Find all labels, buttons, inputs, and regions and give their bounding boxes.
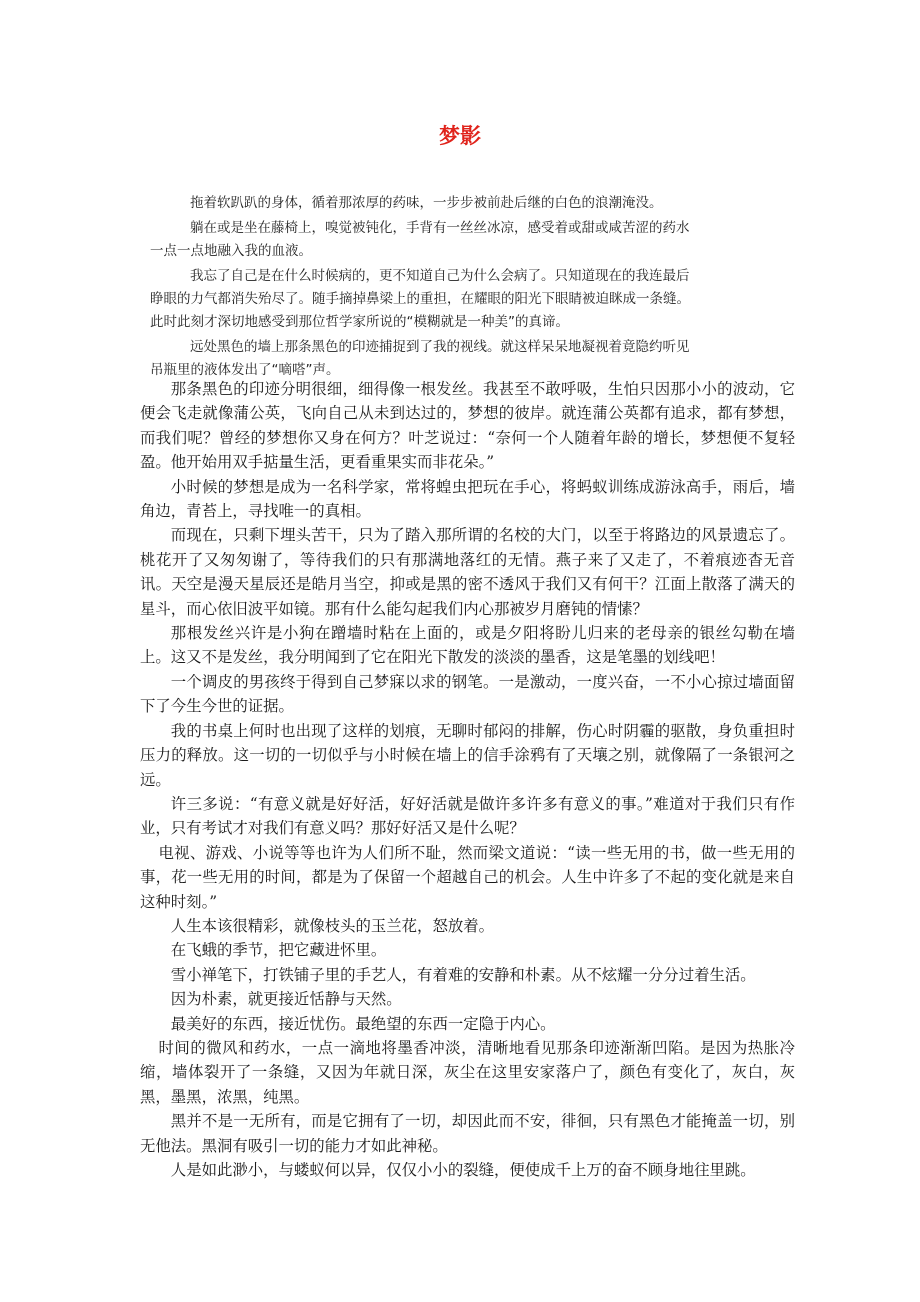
intro-text: 此时此刻才深切地感受到那位哲学家所说的“模糊就是一种美”的真谛。 xyxy=(150,314,569,330)
intro-line xyxy=(150,217,750,263)
intro-text: 睁眼的力气都消失殆尽了。随手摘掉鼻梁上的重担，在耀眼的阳光下眼睛被迫眯成一条缝。 xyxy=(150,291,690,307)
paragraph: 人生本该很精彩，就像枝头的玉兰花，怒放着。 xyxy=(170,916,495,935)
paragraph: 许三多说：“有意义就是好好活，好好活就是做许多许多有意义的事。”难道对于我们只有作业，只有考试才对我们有意义吗？那好好活又是什么呢？ xyxy=(140,794,795,838)
paragraph: 小时候的梦想是成为一名科学家，常将蝗虫把玩在手心，将蚂蚁训练成游泳高手，雨后，墙角边，青苔上，寻找唯一的真相。 xyxy=(140,477,795,521)
paragraph: 我的书桌上何时也出现了这样的划痕，无聊时郁闷的排解，伤心时阴霾的驱散，身负重担时压力的释放。这一切的一切似乎与小时候在墙上的信手涂鸦有了天壤之别，就像隔了一条银河之远。 xyxy=(140,721,795,789)
paragraph: 电视、游戏、小说等等也许为人们所不耻，然而梁文道说：“读一些无用的书，做一些无用的事，花一些无用的时间，都是为了保留一个超越自己的机会。人生中许多了不起的变化就是来自这种时刻。” xyxy=(140,843,795,911)
intro-line xyxy=(150,336,750,382)
intro-text: 远处黑色的墙上那条黑色的印迹捕捉到了我的视线。就这样呆呆地凝视着竟隐约听见 xyxy=(190,339,690,355)
intro-section xyxy=(150,192,750,384)
intro-text: 躺在或是坐在藤椅上，嗅觉被钝化，手背有一丝丝冰凉，感受着或甜或咸苦涩的药水 xyxy=(190,220,690,236)
paragraph: 雪小禅笔下，打铁铺子里的手艺人，有着难的安静和朴素。从不炫耀一分分过着生活。 xyxy=(170,965,756,984)
intro-line xyxy=(150,192,750,215)
paragraph: 人是如此渺小，与蝼蚁何以异，仅仅小小的裂缝，便使成千上万的奋不顾身地往里跳。 xyxy=(170,1161,756,1179)
body-section xyxy=(140,377,795,1182)
intro-text: 吊瓶里的液体发出了“嘀嗒”声。 xyxy=(150,362,340,378)
paragraph: 最美好的东西，接近忧伤。最绝望的东西一定隐于内心。 xyxy=(170,1014,556,1033)
paragraph: 而现在，只剩下埋头苦干，只为了踏入那所谓的名校的大门，以至于将路边的风景遗忘了。桃花开了又匆匆谢了，等待我们的只有那满地落红的无情。燕子来了又走了，不着痕迹杳无音讯。天空是漫天星辰还是皓月当空，抑或是黑的密不透风于我们又有何干？江面上散落了满天的星斗，而心依旧波平如镜。那有什么能勾起我们内心那被岁月磨钝的情愫？ xyxy=(140,526,795,618)
intro-line xyxy=(150,265,750,334)
paragraph: 那条黑色的印迹分明很细，细得像一根发丝。我甚至不敢呼吸，生怕只因那小小的波动，它便会飞走就像蒲公英，飞向自己从未到达过的，梦想的彼岸。就连蒲公英都有追求，都有梦想，而我们呢？曾经的梦想你又身在何方？叶芝说过：“奈何一个人随着年龄的增长，梦想便不复轻盈。他开始用双手掂量生活，更看重果实而非花朵。” xyxy=(140,380,795,472)
paragraph: 时间的微风和药水，一点一滴地将墨香冲淡，清晰地看见那条印迹渐渐凹陷。是因为热胀冷缩，墙体裂开了一条缝，又因为年就日深，灰尘在这里安家落户了，颜色有变化了，灰白，灰黑，墨黑，浓黑，纯黑。 xyxy=(140,1038,795,1106)
intro-text: 我忘了自己是在什么时候病的，更不知道自己为什么会病了。只知道现在的我连最后 xyxy=(190,268,690,284)
intro-text: 拖着软趴趴的身体，循着那浓厚的药味，一步步被前赴后继的白色的浪潮淹没。 xyxy=(190,195,663,211)
intro-text: 一点一点地融入我的血液。 xyxy=(150,243,312,259)
paragraph: 因为朴素，就更接近恬静与天然。 xyxy=(170,990,402,1009)
paragraph: 在飞蛾的季节，把它藏进怀里。 xyxy=(170,941,387,960)
paragraph: 黑并不是一无所有，而是它拥有了一切，却因此而不安，徘徊，只有黑色才能掩盖一切，别无他法。黑洞有吸引一切的能力才如此神秘。 xyxy=(140,1112,795,1155)
paragraph: 那根发丝兴许是小狗在蹭墙时粘在上面的，或是夕阳将盼儿归来的老母亲的银丝勾勒在墙上。这又不是发丝，我分明闻到了它在阳光下散发的淡淡的墨香，这是笔墨的划线吧！ xyxy=(140,624,795,667)
page-title: 梦影 xyxy=(439,124,481,148)
paragraph: 一个调皮的男孩终于得到自己梦寐以求的钢笔。一是激动，一度兴奋，一不小心掠过墙面留下了今生今世的证据。 xyxy=(140,672,795,716)
